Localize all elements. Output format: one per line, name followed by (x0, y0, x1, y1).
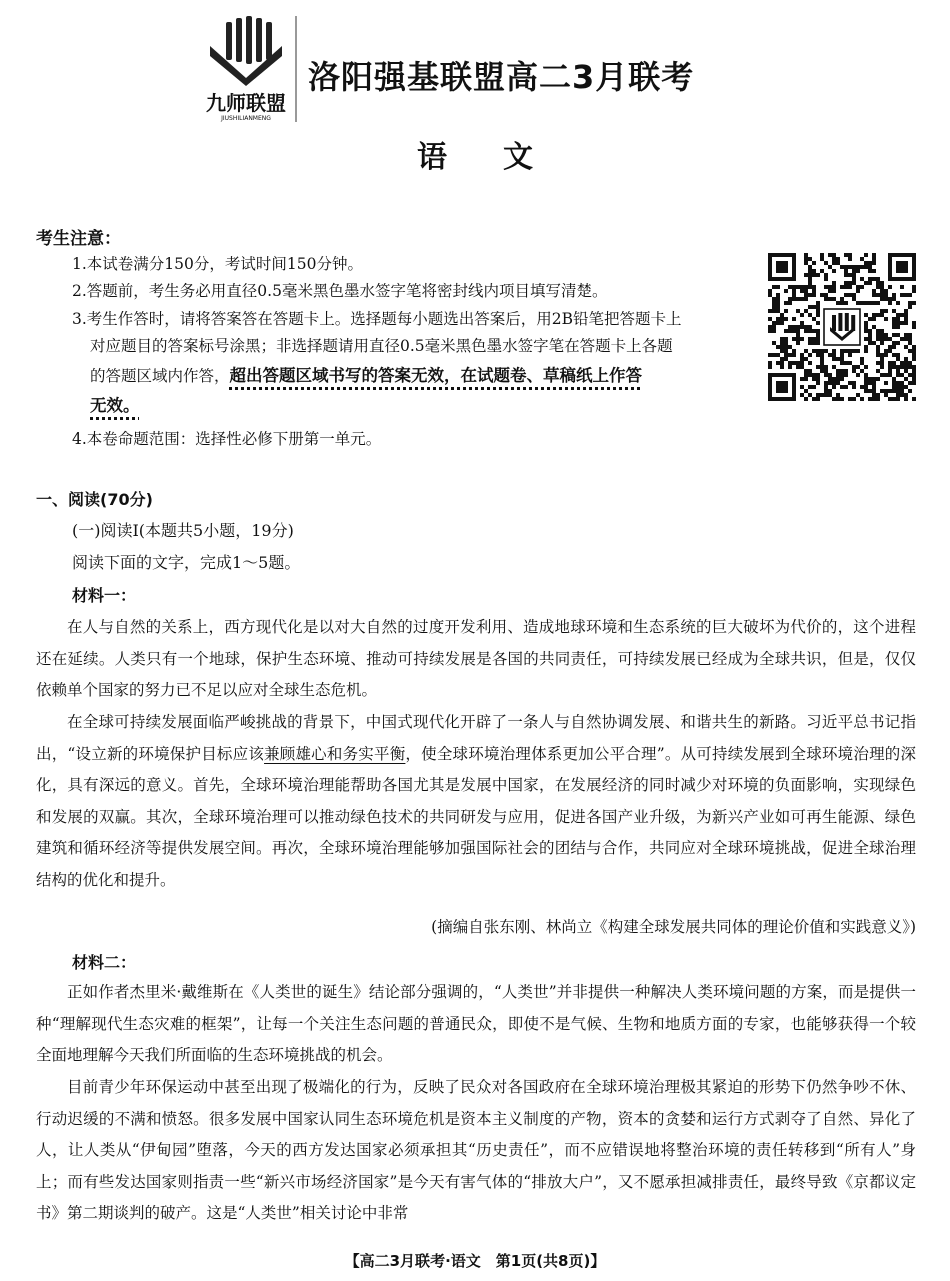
material-1-source: (摘编自张东刚、林尚立《构建全球发展共同体的理论价值和实践意义》) (431, 918, 916, 936)
material-2-paragraph-1: 正如作者杰里米·戴维斯在《人类世的诞生》结论部分强调的，“人类世”并非提供一种解决人类环境问题的方案，而是提供一种“理解现代生态灾难的框架”，让每一个关注生态问题的普通民众，即使不是气候、生物和地质方面的专家，也能够获得一个较全面地理解今天我们所面临的生态环境挑战的机会。 (36, 983, 916, 1064)
material-1-label: 材料一： (72, 586, 137, 605)
svg-text:九师联盟: 九师联盟 (206, 91, 286, 115)
svg-text:JIUSHILIANMENG: JIUSHILIANMENG (221, 115, 271, 122)
notice-item-3-cont2 (90, 368, 642, 385)
notice-emphasis-end: 无效。 (90, 396, 140, 415)
material-1-paragraph-2 (36, 707, 916, 896)
exam-title: 洛阳强基联盟高二3月联考 (308, 58, 695, 96)
p2-text-a: 在全球可持续发展面临严峻挑战的背景下，中国式现代化开辟了一条人与自然协调发展、和谐共生的新路。习近平总书记指出，“设立新的环境保护目标应该 (36, 713, 916, 763)
notice-item-3-cont: 对应题目的答案标号涂黑；非选择题请用直径0.5毫米黑色墨水签字笔在答题卡上各题 (90, 337, 673, 355)
notice-item-1: 1.本试卷满分150分，考试时间150分钟。 (72, 255, 363, 273)
material-2-label: 材料二： (72, 953, 137, 972)
section-instruction: 阅读下面的文字，完成1～5题。 (72, 553, 301, 572)
notice-item-3: 3.考生作答时，请将答案答在答题卡上。选择题每小题选出答案后，用2B铅笔把答题卡上 (72, 310, 682, 328)
qr-code (768, 253, 916, 401)
notice-item-4: 4.本卷命题范围：选择性必修下册第一单元。 (72, 430, 382, 448)
notice-item-3-end (90, 398, 140, 415)
subject-title: 语文 (417, 140, 589, 175)
notice-heading: 考生注意： (36, 229, 121, 249)
notice-emphasis: 超出答题区域书写的答案无效，在试题卷、草稿纸上作答 (229, 366, 643, 385)
material-1-paragraph-1: 在人与自然的关系上，西方现代化是以对大自然的过度开发利用、造成地球环境和生态系统的巨大破坏为代价的，这个进程还在延续。人类只有一个地球，保护生态环境、推动可持续发展是各国的共同责任，可持续发展已经成为全球共识，但是，仅仅依赖单个国家的努力已不足以应对全球生态危机。 (36, 618, 916, 699)
p2-underlined-phrase: 兼顾雄心和务实平衡 (264, 744, 406, 763)
p2-text-b: ，使全球环境治理体系更加公平合理”。从可持续发展到全球环境治理的深化，具有深远的意义。首先，全球环境治理能帮助各国尤其是发展中国家，在发展经济的同时减少对环境的负面影响，实现绿色和发展的双赢。其次，全球环境治理可以推动绿色技术的共同研发与应用，促进各国产业升级，为新兴产业如可再生能源、绿色建筑和循环经济等提供发展空间。再次，全球环境治理能够加强国际社会的团结与合作，共同应对全球环境挑战，促进全球治理结构的优化和提升。 (36, 744, 916, 889)
logo (196, 16, 298, 122)
page-footer: 【高二3月联考·语文 第1页(共8页)】 (344, 1252, 606, 1270)
notice-item-3-text: 的答题区域内作答， (90, 367, 230, 385)
notice-item-2: 2.答题前，考生务必用直径0.5毫米黑色墨水签字笔将密封线内项目填写清楚。 (72, 282, 608, 300)
material-2-paragraph-2: 目前青少年环保运动中甚至出现了极端化的行为，反映了民众对各国政府在全球环境治理极其紧迫的形势下仍然争吵不休、行动迟缓的不满和愤怒。很多发展中国家认同生态环境危机是资本主义制度的产物，资本的贪婪和运行方式剥夺了自然、异化了人，让人类从“伊甸园”堕落，今天的西方发达国家必须承担其“历史责任”，而不应错误地将整治环境的责任转移到“所有人”身上；而有些发达国家则指责一些“新兴市场经济国家”是今天有害气体的“排放大户”，又不愿承担减排责任，最终导致《京都议定书》第二期谈判的破产。这是“人类世”相关讨论中非常 (36, 1078, 916, 1222)
section-title: 一、阅读(70分) (36, 490, 153, 509)
section-subtitle: (一)阅读Ⅰ(本题共5小题，19分) (72, 521, 294, 540)
